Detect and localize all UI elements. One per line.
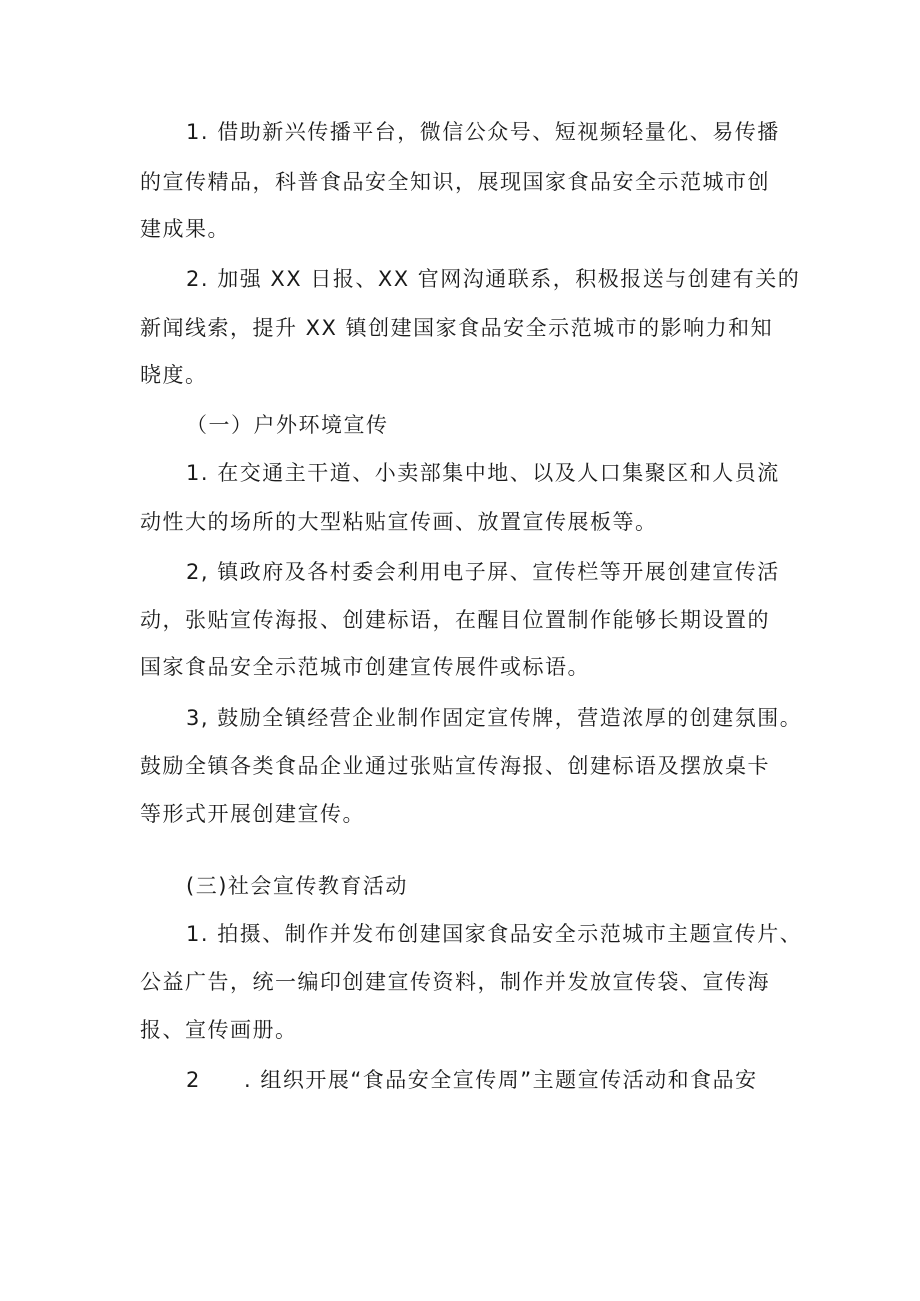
section-heading: （一）户外环境宣传 xyxy=(186,413,389,437)
text-line: 1. 在交通主干道、小卖部集中地、以及人口集聚区和人员流 xyxy=(186,461,780,485)
section-heading: (三)社会宣传教育活动 xyxy=(186,874,408,898)
text-line: 2. 加强 XX 日报、XX 官网沟通联系，积极报送与创建有关的 xyxy=(186,267,801,291)
text-line: 新闻线索，提升 XX 镇创建国家食品安全示范城市的影响力和知 xyxy=(140,316,774,340)
text-line: 3, 鼓励全镇经营企业制作固定宣传牌，营造浓厚的创建氛围。 xyxy=(186,706,803,730)
text-line: 鼓励全镇各类食品企业通过张贴宣传海报、创建标语及摆放桌卡 xyxy=(140,754,770,778)
text-line: 1. 拍摄、制作并发布创建国家食品安全示范城市主题宣传片、 xyxy=(186,922,803,946)
text-line: 1. 借助新兴传播平台，微信公众号、短视频轻量化、易传播 xyxy=(186,120,780,144)
text-line: 国家食品安全示范城市创建宣传展件或标语。 xyxy=(140,655,590,679)
text-line: 报、宣传画册。 xyxy=(140,1018,298,1042)
text-line: . 组织开展“食品安全宣传周”主题宣传活动和食品安 xyxy=(244,1068,758,1092)
text-line: 动，张贴宣传海报、创建标语，在醒目位置制作能够长期设置的 xyxy=(140,608,770,632)
text-line: 晓度。 xyxy=(140,363,208,387)
list-number: 2 xyxy=(186,1068,201,1092)
text-line: 等形式开展创建宣传。 xyxy=(140,802,365,826)
text-line: 2, 镇政府及各村委会利用电子屏、宣传栏等开展创建宣传活 xyxy=(186,560,780,584)
text-line: 建成果。 xyxy=(140,217,230,241)
text-line: 动性大的场所的大型粘贴宣传画、放置宣传展板等。 xyxy=(140,510,658,534)
text-line: 公益广告，统一编印创建宣传资料，制作并发放宣传袋、宣传海 xyxy=(140,970,770,994)
text-line: 的宣传精品，科普食品安全知识，展现国家食品安全示范城市创 xyxy=(140,170,770,194)
